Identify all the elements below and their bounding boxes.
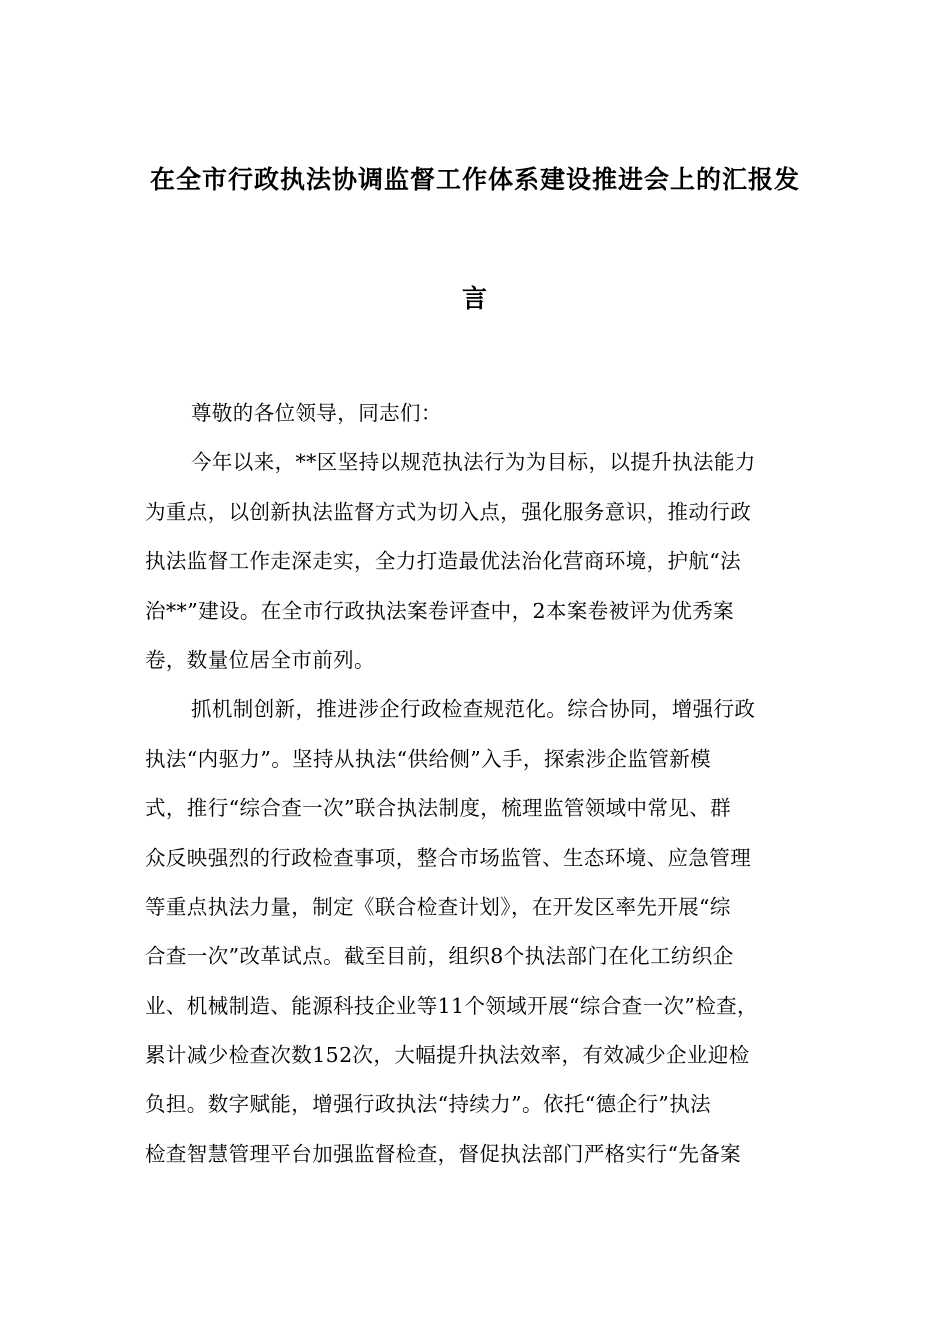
paragraph-1-line-5: 卷，数量位居全市前列。 [145,647,375,672]
paragraph-2-line-7: 业、机械制造、能源科技企业等11个领域开展“综合查一次”检查， [145,993,758,1018]
document-body [145,394,815,1184]
document-title-line-1: 在全市行政执法协调监督工作体系建设推进会上的汇报发 [149,165,800,194]
paragraph-2-line-10: 检查智慧管理平台加强监督检查，督促执法部门严格实行“先备案 [145,1141,742,1166]
paragraph-2-line-5: 等重点执法力量，制定《联合检查计划》，在开发区率先开展“综 [145,894,731,919]
paragraph-1-line-1: 今年以来，**区坚持以规范执法行为为目标，以提升执法能力 [191,450,756,475]
paragraph-2-line-2: 执法“内驱力”。坚持从执法“供给侧”入手，探索涉企监管新模 [145,746,712,771]
paragraph-1-line-3: 执法监督工作走深走实，全力打造最优法治化营商环境，护航“法 [145,549,742,574]
paragraph-2-line-1: 抓机制创新，推进涉企行政检查规范化。综合协同，增强行政 [191,697,756,722]
paragraph-1-line-4: 治**”建设。在全市行政执法案卷评查中，2本案卷被评为优秀案 [145,598,735,623]
paragraph-1-line-2: 为重点，以创新执法监督方式为切入点，强化服务意识，推动行政 [145,499,752,524]
salutation-line: 尊敬的各位领导，同志们： [191,401,442,425]
paragraph-2-line-4: 众反映强烈的行政检查事项，整合市场监管、生态环境、应急管理 [145,845,752,870]
paragraph-2-line-9: 负担。数字赋能，增强行政执法“持续力”。依托“德企行”执法 [145,1092,712,1117]
paragraph-2-line-3: 式，推行“综合查一次”联合执法制度，梳理监管领域中常见、群 [145,796,732,821]
document-title-line-2: 言 [461,284,488,313]
paragraph-2-line-8: 累计减少检查次数152次，大幅提升执法效率，有效减少企业迎检 [145,1043,750,1068]
paragraph-2-line-6: 合查一次”改革试点。截至目前，组织8个执法部门在化工纺织企 [145,944,734,969]
